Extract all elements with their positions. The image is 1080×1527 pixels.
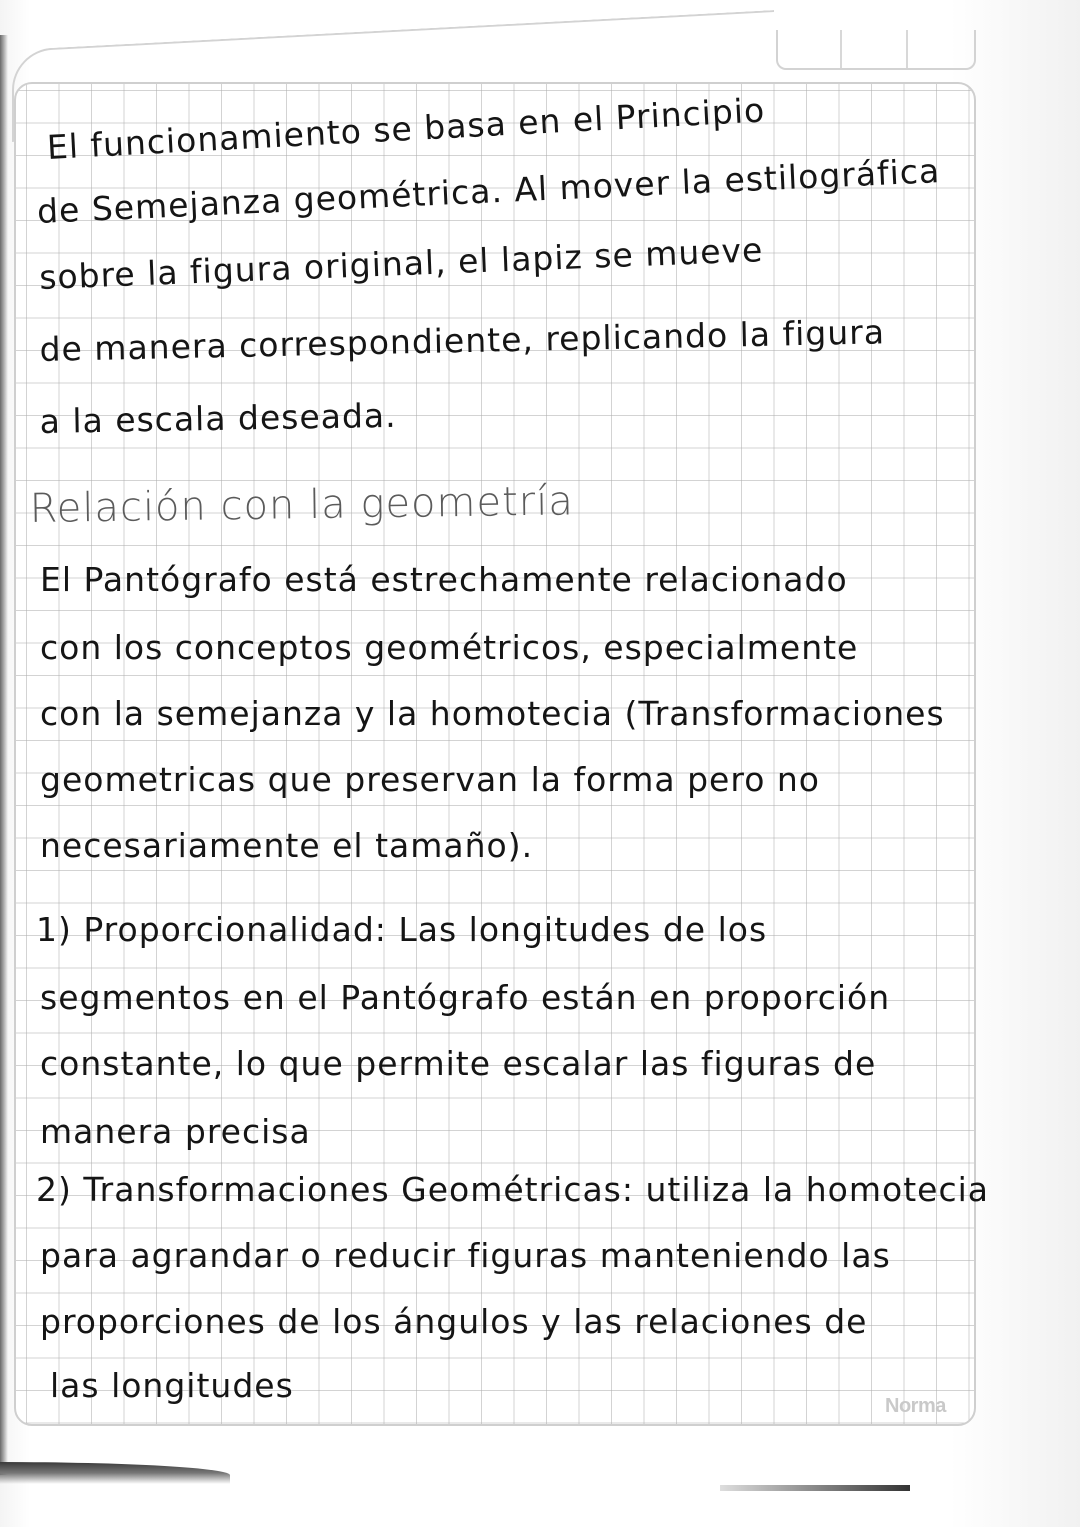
section-intro-line: con los conceptos geométricos, especialmente — [40, 628, 859, 667]
section-intro-line: con la semejanza y la homotecia (Transformaciones — [40, 694, 945, 733]
paragraph-line: de manera correspondiente, replicando la figura — [39, 312, 886, 369]
section-intro-line: geometricas que preservan la forma pero no — [40, 760, 820, 799]
section-title: Relación con la geometría — [29, 478, 575, 532]
list-item-1-line: constante, lo que permite escalar las figuras de — [40, 1044, 877, 1083]
paragraph-line: a la escala deseada. — [39, 395, 397, 441]
list-item-1-line: 1) Proporcionalidad: Las longitudes de los — [36, 910, 768, 949]
list-item-2-line: 2) Transformaciones Geométricas: utiliza la homotecia — [36, 1170, 989, 1209]
list-item-2-line: proporciones de los ángulos y las relaciones de — [40, 1302, 868, 1341]
section-intro-line: El Pantógrafo está estrechamente relacionado — [40, 560, 848, 599]
paragraph-line: El funcionamiento se basa en el Principio — [45, 90, 767, 167]
list-item-1-line: manera precisa — [40, 1112, 311, 1151]
list-item-2-line: para agrandar o reducir figuras manteniendo las — [40, 1236, 891, 1275]
paragraph-line: de Semejanza geométrica. Al mover la estilográfica — [36, 151, 941, 231]
brand-logo: Norma — [885, 1395, 946, 1417]
section-intro-line: necesariamente el tamaño). — [40, 826, 534, 865]
list-item-2-line: las longitudes — [50, 1366, 294, 1405]
list-item-1-line: segmentos en el Pantógrafo están en proporción — [40, 978, 891, 1017]
page-bottom-edge — [720, 1485, 910, 1491]
paragraph-line: sobre la figura original, el lapiz se mueve — [38, 230, 765, 297]
